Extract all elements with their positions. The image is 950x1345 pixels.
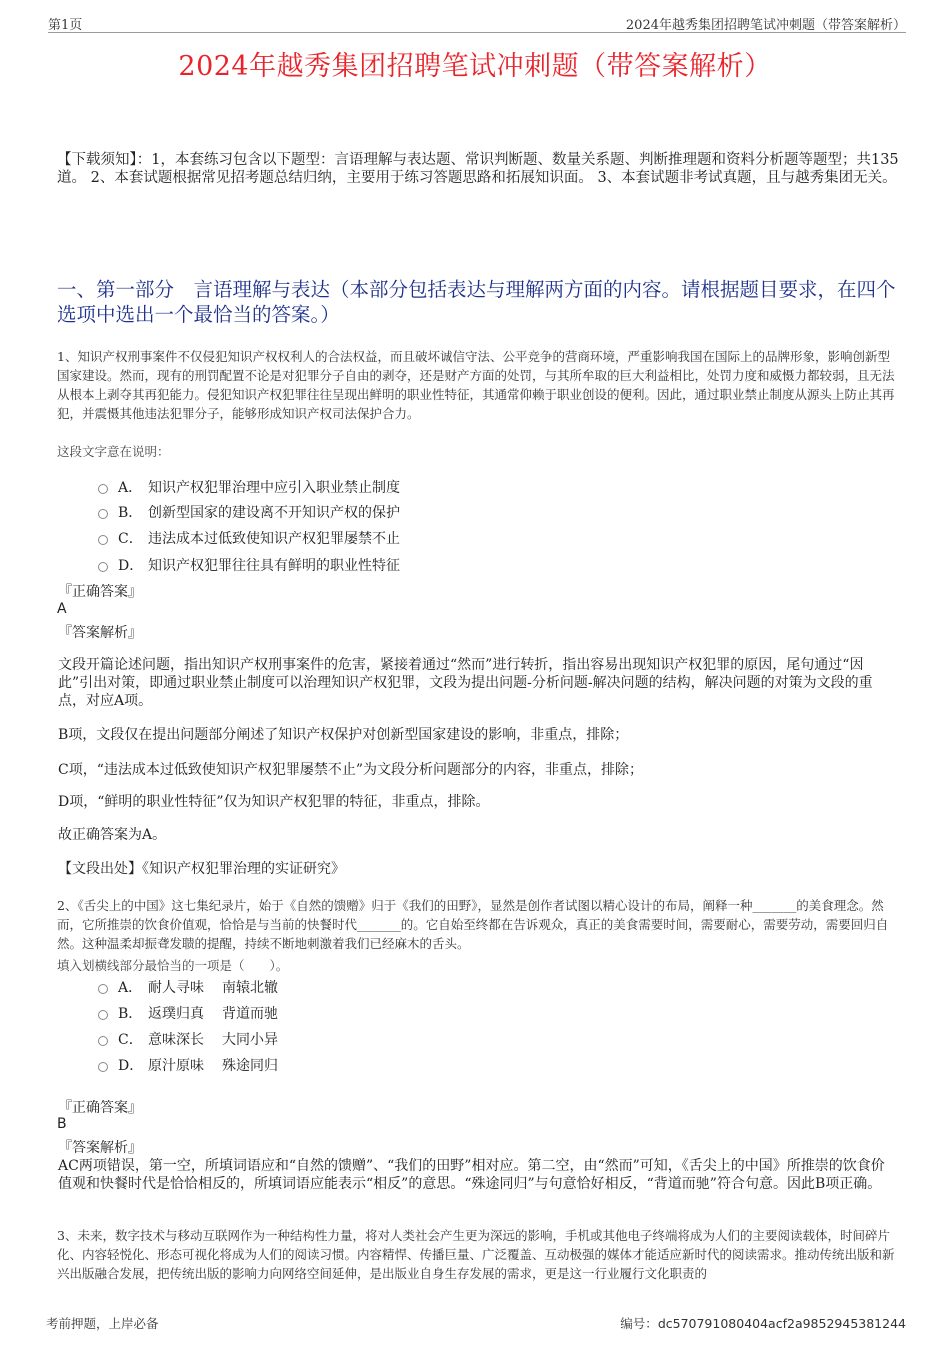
option-key: C．: [118, 1032, 143, 1048]
q1-analysis-paragraph: B项，文段仅在提出问题部分阐述了知识产权保护对创新型国家建设的影响，非重点，排除；: [58, 727, 629, 743]
option-key: A．: [118, 980, 143, 996]
q2-option-c[interactable]: [98, 1029, 278, 1049]
option-key: D．: [118, 1058, 144, 1074]
option-word-2: 大同小异: [222, 1032, 278, 1048]
page-header: [48, 14, 906, 33]
q1-answer: A: [57, 601, 67, 617]
q2-answer: B: [57, 1116, 67, 1132]
option-key: C．: [118, 531, 143, 547]
option-word-2: 背道而驰: [222, 1006, 278, 1022]
radio-icon[interactable]: [98, 1036, 108, 1046]
page-title: 2024年越秀集团招聘笔试冲刺题（带答案解析）: [178, 51, 772, 82]
option-key: D．: [118, 558, 144, 574]
footer-code: [620, 1314, 906, 1332]
option-key: B．: [118, 1006, 143, 1022]
radio-icon[interactable]: [98, 562, 108, 572]
q1-analysis-paragraph: 故正确答案为A。: [58, 827, 167, 843]
section-heading: 一、第一部分 言语理解与表达（本部分包括表达与理解两方面的内容。请根据题目要求，在四个选项中选出一个最恰当的答案。）: [57, 278, 896, 326]
question-1-prompt: 这段文字意在说明：: [57, 444, 170, 459]
q2-option-a[interactable]: [98, 977, 278, 997]
option-text: 知识产权犯罪往往具有鲜明的职业性特征: [148, 558, 400, 574]
question-3-text: 3、未来，数字技术与移动互联网作为一种结构性力量，将对人类社会产生更为深远的影响，手机或其他电子终端将成为人们的主要阅读载体，时间碎片化、内容轻悦化、形态可视化将成为人们的阅读习惯。内容精悍、传播巨量、广泛覆盖、互动极强的媒体才能适应新时代的阅读需求。推动传统出版和新兴出版融合发展，把传统出版的影响力向网络空间延伸，是出版业自身生存发展的需求，更是这一行业履行文化职责的: [57, 1228, 895, 1281]
footer-code-value: dc570791080404acf2a9852945381244: [657, 1316, 906, 1331]
q1-source: 【文段出处】《知识产权犯罪治理的实证研究》: [58, 861, 345, 877]
q1-option-c[interactable]: [98, 528, 400, 548]
radio-icon[interactable]: [98, 984, 108, 994]
option-text: 创新型国家的建设离不开知识产权的保护: [148, 505, 400, 521]
option-text: 违法成本过低致使知识产权犯罪屡禁不止: [148, 531, 400, 547]
option-word-1: 返璞归真: [148, 1006, 204, 1022]
question-1-text: 1、知识产权刑事案件不仅侵犯知识产权权利人的合法权益，而且破坏诚信守法、公平竞争的营商环境，严重影响我国在国际上的品牌形象，影响创新型国家建设。然而，现有的刑罚配置不论是对犯罪分子自由的剥夺，还是财产方面的处罚，与其所牟取的巨大利益相比，处罚力度和威慑力都较弱，且无法从根本上剥夺其再犯能力。侵犯知识产权犯罪往往呈现出鲜明的职业性特征，其通常仰赖于职业创设的便利。因此，通过职业禁止制度从源头上防止其再犯，并震慑其他违法犯罪分子，能够形成知识产权司法保护合力。: [57, 349, 895, 421]
option-word-1: 意味深长: [148, 1032, 204, 1048]
q2-analysis-paragraph: AC两项错误，第一空，所填词语应和“自然的馈赠”、“我们的田野”相对应。第二空，由“然而”可知，《舌尖上的中国》所推崇的饮食价值观和快餐时代是恰恰相反的，所填词语应能表示“相反”的意思。“殊途同归”与句意恰好相反，“背道而驰”符合句意。因此B项正确。: [58, 1158, 885, 1192]
radio-icon[interactable]: [98, 509, 108, 519]
option-text: 知识产权犯罪治理中应引入职业禁止制度: [148, 480, 400, 496]
footer-slogan: 考前押题，上岸必备: [46, 1316, 159, 1331]
option-word-2: 南辕北辙: [222, 980, 278, 996]
q2-analysis-label: 『答案解析』: [58, 1140, 142, 1156]
question-2-prompt: 填入划横线部分最恰当的一项是（ ）。: [57, 958, 289, 973]
download-notice: 【下载须知】：1，本套练习包含以下题型：言语理解与表达题、常识判断题、数量关系题、判断推理题和资料分析题等题型；共135道。 2、本套试题根据常见招考题总结归纳，主要用于练习答题思路和拓展知识面。 3、本套试题非考试真题，且与越秀集团无关。: [57, 152, 899, 186]
radio-icon[interactable]: [98, 1010, 108, 1020]
q1-analysis-paragraph: C项，“违法成本过低致使知识产权犯罪屡禁不止”为文段分析问题部分的内容，非重点，排除；: [58, 762, 644, 778]
option-word-1: 原汁原味: [148, 1058, 204, 1074]
q1-option-b[interactable]: [98, 502, 400, 522]
q1-analysis-paragraph: D项，“鲜明的职业性特征”仅为知识产权犯罪的特征，非重点，排除。: [58, 794, 490, 810]
option-key: B．: [118, 505, 143, 521]
page-number: 第1页: [48, 18, 83, 33]
q1-option-a[interactable]: [98, 477, 400, 497]
q1-correct-label: 『正确答案』: [58, 584, 142, 600]
option-word-2: 殊途同归: [222, 1058, 278, 1074]
radio-icon[interactable]: [98, 484, 108, 494]
q1-analysis-label: 『答案解析』: [58, 625, 142, 641]
footer-code-label: 编号：: [620, 1316, 658, 1331]
q2-option-d[interactable]: [98, 1055, 278, 1075]
q1-analysis-paragraph: 文段开篇论述问题，指出知识产权刑事案件的危害，紧接着通过“然而”进行转折，指出容易出现知识产权犯罪的原因，尾句通过“因此”引出对策，即通过职业禁止制度可以治理知识产权犯罪，文段为提出问题-分析问题-解决问题的结构，解决问题的对策为文段的重点，对应A项。: [58, 657, 873, 709]
q2-option-b[interactable]: [98, 1003, 278, 1023]
radio-icon[interactable]: [98, 535, 108, 545]
option-word-1: 耐人寻味: [148, 980, 204, 996]
q2-correct-label: 『正确答案』: [58, 1100, 142, 1116]
q1-option-d[interactable]: [98, 555, 400, 575]
header-doc-title: 2024年越秀集团招聘笔试冲刺题（带答案解析）: [625, 18, 906, 33]
question-2-text: 2、《舌尖上的中国》这七集纪录片，始于《自然的馈赠》归于《我们的田野》，显然是创作者试图以精心设计的布局，阐释一种_______的美食理念。然而，它所推崇的饮食价值观，恰恰是与当前的快餐时代_______的。它自始至终都在告诉观众，真正的美食需要时间，需要耐心，需要劳动，需要回归自然。这种温柔却振聋发聩的提醒，持续不断地刺激着我们已经麻木的舌头。: [57, 898, 889, 951]
radio-icon[interactable]: [98, 1062, 108, 1072]
option-key: A．: [118, 480, 143, 496]
